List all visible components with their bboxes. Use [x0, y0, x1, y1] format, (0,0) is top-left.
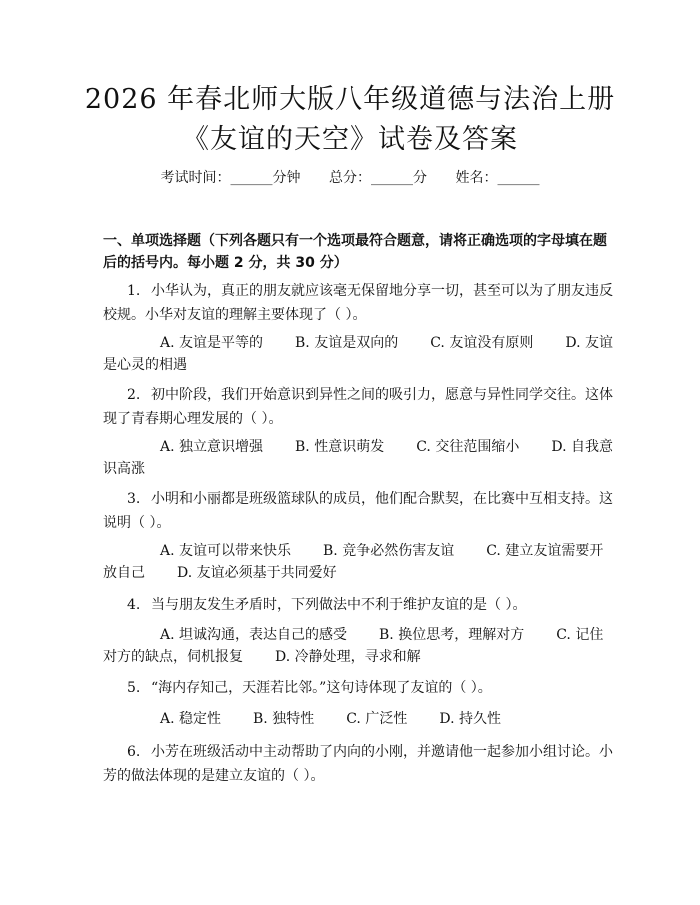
option-b: B. 独特性: [253, 711, 315, 727]
question-stem: “海内存知己，天涯若比邻。”这句诗体现了友谊的（ ）。: [151, 680, 492, 696]
exam-name: 姓名：______: [455, 170, 540, 186]
option-d: D. 自我意识高涨: [103, 439, 613, 477]
option-b: B. 性意识萌发: [295, 439, 385, 455]
question-3-options: [103, 540, 613, 584]
question-4: [103, 593, 613, 617]
option-c: C. 建立友谊需要开放自己: [103, 543, 604, 581]
question-2: [103, 383, 613, 431]
exam-info: [0, 169, 700, 187]
option-a: A. 独立意识增强: [160, 439, 264, 455]
option-d: D. 友谊必须基于共同爱好: [177, 565, 337, 581]
option-a: A. 坦诚沟通，表达自己的感受: [160, 627, 348, 643]
question-3: [103, 487, 613, 535]
section-heading: 一、单项选择题（下列各题只有一个选项最符合题意，请将正确选项的字母填在题后的括号内。每小题 2 分，共 30 分）: [103, 233, 607, 271]
question-5-options: [103, 708, 613, 730]
question-1-options: [103, 332, 613, 376]
question-number: 4.: [127, 597, 141, 613]
option-d: D. 持久性: [439, 711, 501, 727]
exam-score: 总分：______分: [329, 170, 427, 186]
question-stem: 小明和小丽都是班级篮球队的成员，他们配合默契，在比赛中互相支持。这说明（ ）。: [103, 491, 613, 531]
question-1: [103, 279, 613, 327]
document-title-line-1: 2026 年春北师大版八年级道德与法治上册: [84, 84, 616, 115]
question-number: 6.: [127, 744, 141, 760]
question-4-options: [103, 624, 613, 668]
option-a: A. 稳定性: [160, 711, 222, 727]
question-stem: 初中阶段，我们开始意识到异性之间的吸引力，愿意与异性同学交往。这体现了青春期心理发展的（ ）。: [103, 387, 613, 427]
option-d: D. 友谊是心灵的相遇: [103, 335, 613, 373]
option-b: B. 友谊是双向的: [295, 335, 399, 351]
document-title-line-2: 《友谊的天空》试卷及答案: [182, 124, 518, 155]
option-d: D. 冷静处理，寻求和解: [275, 649, 421, 665]
option-c: C. 交往范围缩小: [416, 439, 520, 455]
question-6: [103, 740, 613, 788]
question-number: 5.: [127, 680, 141, 696]
question-number: 1.: [127, 283, 141, 299]
question-stem: 小华认为，真正的朋友就应该毫无保留地分享一切，甚至可以为了朋友违反校规。小华对友谊的理解主要体现了（ ）。: [103, 283, 613, 323]
question-5: [103, 676, 613, 700]
option-c: C. 友谊没有原则: [430, 335, 534, 351]
question-number: 2.: [127, 387, 141, 403]
option-c: C. 广泛性: [346, 711, 408, 727]
option-a: A. 友谊是平等的: [160, 335, 264, 351]
option-b: B. 换位思考，理解对方: [379, 627, 525, 643]
question-stem: 当与朋友发生矛盾时，下列做法中不利于维护友谊的是（ ）。: [151, 597, 527, 613]
question-number: 3.: [127, 491, 141, 507]
question-2-options: [103, 436, 613, 480]
option-b: B. 竞争必然伤害友谊: [323, 543, 455, 559]
option-a: A. 友谊可以带来快乐: [160, 543, 292, 559]
exam-time: 考试时间：______分钟: [160, 170, 301, 186]
option-c: C. 记住对方的缺点，伺机报复: [103, 627, 604, 665]
question-stem: 小芳在班级活动中主动帮助了内向的小刚，并邀请他一起参加小组讨论。小芳的做法体现的是建立友谊的（ ）。: [103, 744, 613, 784]
